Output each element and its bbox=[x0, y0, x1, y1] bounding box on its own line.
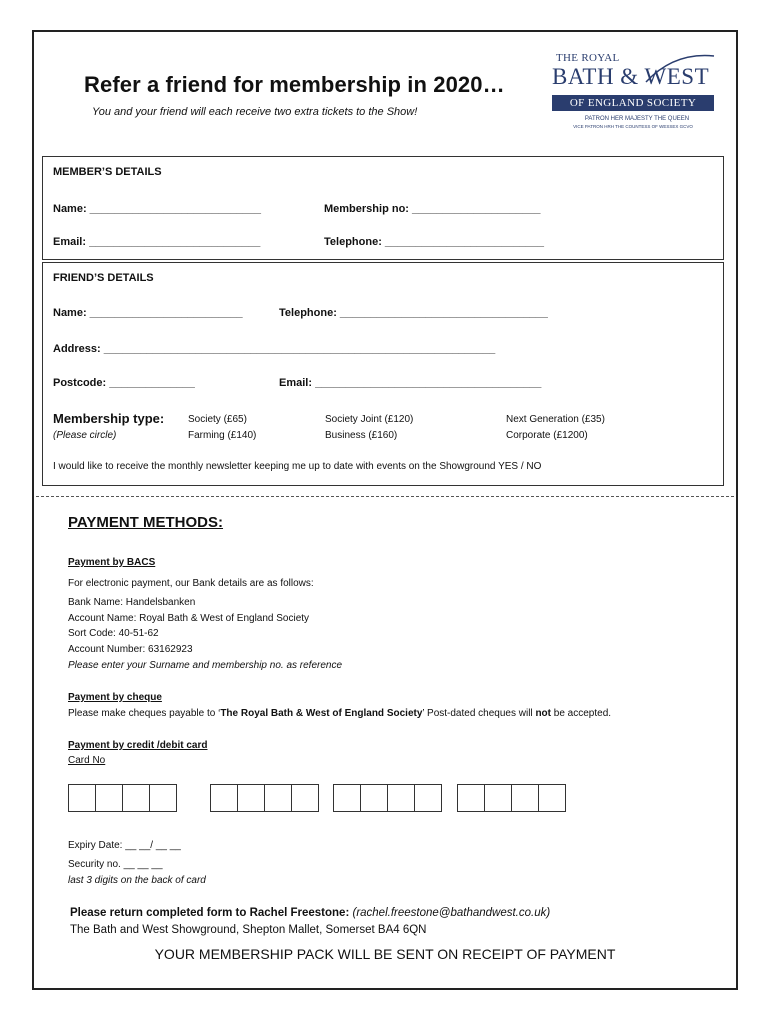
option-next-generation[interactable]: Next Generation (£35) bbox=[506, 414, 605, 425]
member-email-field[interactable]: Email: ____________________________ bbox=[53, 236, 261, 248]
sort-code: Sort Code: 40-51-62 bbox=[68, 628, 159, 639]
card-digit-box[interactable] bbox=[333, 784, 361, 812]
reference-note: Please enter your Surname and membership no. as reference bbox=[68, 660, 343, 671]
cheque-text-pre: Please make cheques payable to ‘ bbox=[68, 708, 221, 719]
friend-details-box bbox=[42, 262, 724, 486]
return-instructions bbox=[70, 907, 550, 919]
security-no-field[interactable]: Security no. __ __ __ bbox=[68, 859, 163, 870]
option-corporate[interactable]: Corporate (£1200) bbox=[506, 430, 588, 441]
member-telephone-field[interactable]: Telephone: __________________________ bbox=[324, 236, 544, 248]
cheque-text-end: be accepted. bbox=[550, 708, 612, 719]
cheque-payee: The Royal Bath & West of England Society bbox=[220, 708, 423, 719]
cheque-heading: Payment by cheque bbox=[68, 692, 162, 703]
card-digit-box[interactable] bbox=[457, 784, 485, 812]
cut-line bbox=[36, 496, 734, 497]
card-digit-box[interactable] bbox=[68, 784, 96, 812]
card-number-group-1[interactable] bbox=[68, 784, 176, 812]
return-label: Please return completed form to Rachel Freestone: bbox=[70, 907, 350, 919]
card-digit-box[interactable] bbox=[149, 784, 177, 812]
cheque-instructions bbox=[68, 708, 611, 719]
card-no-label: Card No bbox=[68, 755, 106, 766]
friend-name-field[interactable]: Name: _________________________ bbox=[53, 307, 243, 319]
bank-name: Bank Name: Handelsbanken bbox=[68, 597, 196, 608]
logo-line-2: BATH & WEST bbox=[552, 64, 710, 89]
logo-line-1: THE ROYAL bbox=[556, 52, 620, 64]
account-name: Account Name: Royal Bath & West of England Society bbox=[68, 613, 310, 624]
society-logo bbox=[548, 48, 718, 140]
option-society[interactable]: Society (£65) bbox=[188, 414, 247, 425]
friend-heading: FRIEND’S DETAILS bbox=[53, 272, 154, 284]
bacs-intro: For electronic payment, our Bank details are as follows: bbox=[68, 578, 314, 589]
logo-line-3: OF ENGLAND SOCIETY bbox=[552, 95, 714, 111]
card-digit-box[interactable] bbox=[387, 784, 415, 812]
card-number-group-2[interactable] bbox=[210, 784, 318, 812]
card-digit-box[interactable] bbox=[511, 784, 539, 812]
option-business[interactable]: Business (£160) bbox=[325, 430, 398, 441]
card-heading: Payment by credit /debit card bbox=[68, 740, 208, 751]
page-subtitle: You and your friend will each receive two extra tickets to the Show! bbox=[92, 106, 418, 118]
option-society-joint[interactable]: Society Joint (£120) bbox=[325, 414, 414, 425]
card-digit-box[interactable] bbox=[122, 784, 150, 812]
member-details-box bbox=[42, 156, 724, 260]
membership-type-label: Membership type: bbox=[53, 411, 165, 426]
card-digit-box[interactable] bbox=[210, 784, 238, 812]
card-digit-box[interactable] bbox=[414, 784, 442, 812]
please-circle-note: (Please circle) bbox=[53, 430, 117, 441]
card-digit-box[interactable] bbox=[264, 784, 292, 812]
membership-pack-notice: YOUR MEMBERSHIP PACK WILL BE SENT ON RECEIPT OF PAYMENT bbox=[154, 946, 616, 962]
card-digit-box[interactable] bbox=[484, 784, 512, 812]
cheque-not: not bbox=[535, 708, 551, 719]
return-address: The Bath and West Showground, Shepton Mallet, Somerset BA4 6QN bbox=[70, 924, 427, 936]
card-number-group-3[interactable] bbox=[333, 784, 441, 812]
member-name-field[interactable]: Name: ____________________________ bbox=[53, 203, 261, 215]
cheque-text-mid: ’ Post-dated cheques will bbox=[422, 708, 536, 719]
account-number: Account Number: 63162923 bbox=[68, 644, 193, 655]
card-digit-box[interactable] bbox=[95, 784, 123, 812]
page-title: Refer a friend for membership in 2020… bbox=[84, 72, 505, 97]
card-digit-box[interactable] bbox=[538, 784, 566, 812]
card-number-group-4[interactable] bbox=[457, 784, 565, 812]
expiry-date-field[interactable]: Expiry Date: __ __/ __ __ bbox=[68, 840, 181, 851]
newsletter-optin[interactable]: I would like to receive the monthly newsletter keeping me up to date with events on the Showground YES / NO bbox=[53, 461, 542, 472]
logo-patron: PATRON HER MAJESTY THE QUEEN bbox=[584, 116, 690, 122]
payment-methods-title: PAYMENT METHODS: bbox=[68, 514, 224, 531]
card-digit-box[interactable] bbox=[360, 784, 388, 812]
member-heading: MEMBER’S DETAILS bbox=[53, 166, 162, 178]
option-farming[interactable]: Farming (£140) bbox=[188, 430, 257, 441]
card-digit-box[interactable] bbox=[291, 784, 319, 812]
friend-email-field[interactable]: Email: _____________________________________ bbox=[279, 377, 542, 389]
return-email: (rachel.freestone@bathandwest.co.uk) bbox=[352, 907, 551, 919]
bacs-heading: Payment by BACS bbox=[68, 557, 156, 568]
card-digit-box[interactable] bbox=[237, 784, 265, 812]
member-membership-no-field[interactable]: Membership no: _____________________ bbox=[324, 203, 541, 215]
friend-address-field[interactable]: Address: ________________________________________________________________ bbox=[53, 343, 496, 355]
logo-vice-patron: VICE PATRON HRH THE COUNTESS OF WESSEX GCVO bbox=[573, 124, 693, 129]
friend-postcode-field[interactable]: Postcode: ______________ bbox=[53, 377, 195, 389]
friend-telephone-field[interactable]: Telephone: __________________________________ bbox=[279, 307, 548, 319]
security-note: last 3 digits on the back of card bbox=[68, 875, 206, 886]
